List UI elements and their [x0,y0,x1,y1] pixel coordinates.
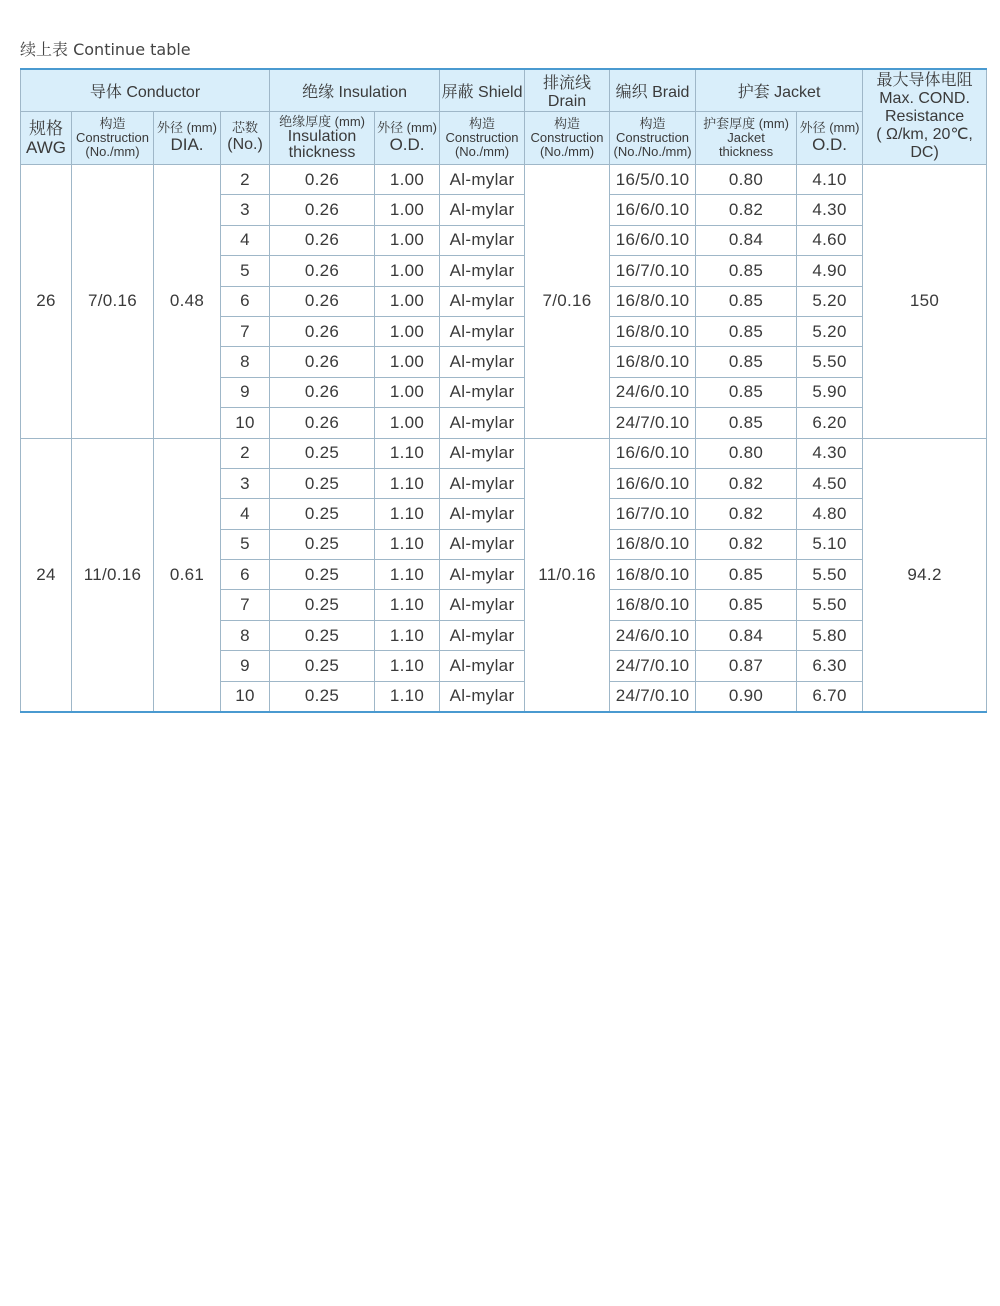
jacket-thickness-cell: 0.85 [696,590,797,620]
resistance-cell: 150 [863,165,987,439]
insulation-thickness-cell: 0.25 [270,590,375,620]
header-line: 绝缘厚度 (mm) [279,114,365,129]
header-line: Construction [616,130,690,145]
insulation-thickness-cell: 0.25 [270,438,375,468]
cores-cell: 5 [221,256,270,286]
jacket-thickness-cell: 0.82 [696,499,797,529]
header-awg [21,112,72,165]
insulation-od-cell: 1.00 [375,408,440,438]
header-line: O.D. [812,135,848,154]
shield-cell: Al-mylar [440,590,525,620]
insulation-od-cell: 1.10 [375,529,440,559]
braid-cell: 24/7/0.10 [610,651,696,681]
jacket-od-cell: 6.30 [797,651,863,681]
table-row [21,438,987,468]
insulation-thickness-cell: 0.26 [270,286,375,316]
cores-cell: 4 [221,499,270,529]
header-line: 构造 [99,116,126,131]
braid-cell: 16/6/0.10 [610,195,696,225]
jacket-od-cell: 5.80 [797,620,863,650]
shield-cell: Al-mylar [440,438,525,468]
jacket-od-cell: 4.10 [797,165,863,195]
conductor-construction-cell: 7/0.16 [72,165,154,439]
header-insulation: 绝缘 Insulation [270,69,440,112]
insulation-od-cell: 1.00 [375,165,440,195]
jacket-thickness-cell: 0.85 [696,408,797,438]
awg-cell: 24 [21,438,72,712]
header-line: thickness [718,144,774,159]
braid-cell: 16/7/0.10 [610,499,696,529]
jacket-od-cell: 5.50 [797,590,863,620]
insulation-thickness-cell: 0.25 [270,499,375,529]
braid-cell: 16/8/0.10 [610,529,696,559]
header-resistance-line: ( Ω/km, 20℃, DC) [876,126,973,161]
shield-cell: Al-mylar [440,529,525,559]
braid-cell: 16/6/0.10 [610,438,696,468]
cores-cell: 2 [221,165,270,195]
jacket-thickness-cell: 0.90 [696,681,797,712]
braid-cell: 16/8/0.10 [610,590,696,620]
shield-cell: Al-mylar [440,408,525,438]
header-line: Construction [76,130,149,145]
cores-cell: 6 [221,560,270,590]
header-line: 芯数 [232,120,259,135]
cores-cell: 4 [221,225,270,255]
header-cores [221,112,270,165]
shield-cell: Al-mylar [440,347,525,377]
braid-cell: 16/8/0.10 [610,286,696,316]
header-line: DIA. [170,135,204,154]
header-line: (No./mm) [539,144,595,159]
insulation-od-cell: 1.10 [375,438,440,468]
cores-cell: 9 [221,651,270,681]
jacket-od-cell: 4.60 [797,225,863,255]
header-shield-construction [440,112,525,165]
insulation-od-cell: 1.10 [375,620,440,650]
header-drain-construction [525,112,610,165]
jacket-od-cell: 6.70 [797,681,863,712]
header-resistance-line: Max. COND. [879,90,970,107]
jacket-od-cell: 6.20 [797,408,863,438]
braid-cell: 16/8/0.10 [610,347,696,377]
awg-cell: 26 [21,165,72,439]
header-line: 外径 (mm) [157,120,217,135]
insulation-thickness-cell: 0.26 [270,256,375,286]
jacket-thickness-cell: 0.85 [696,316,797,346]
jacket-od-cell: 4.80 [797,499,863,529]
header-line: 构造 [554,116,581,131]
jacket-thickness-cell: 0.84 [696,225,797,255]
header-line: Construction [530,130,604,145]
shield-cell: Al-mylar [440,651,525,681]
jacket-thickness-cell: 0.87 [696,651,797,681]
insulation-thickness-cell: 0.25 [270,681,375,712]
insulation-thickness-cell: 0.26 [270,408,375,438]
braid-cell: 24/6/0.10 [610,377,696,407]
shield-cell: Al-mylar [440,195,525,225]
jacket-thickness-cell: 0.80 [696,165,797,195]
shield-cell: Al-mylar [440,560,525,590]
cores-cell: 7 [221,316,270,346]
header-braid-construction [610,112,696,165]
jacket-thickness-cell: 0.85 [696,256,797,286]
table-caption: 续上表 Continue table [20,40,191,59]
header-line: 构造 [639,116,666,131]
header-line: 外径 (mm) [799,120,860,135]
header-line: 护套厚度 (mm) [703,116,790,131]
header-line: O.D. [389,135,425,154]
jacket-thickness-cell: 0.85 [696,560,797,590]
braid-cell: 16/5/0.10 [610,165,696,195]
cores-cell: 3 [221,468,270,498]
jacket-od-cell: 5.20 [797,286,863,316]
cores-cell: 6 [221,286,270,316]
shield-cell: Al-mylar [440,377,525,407]
header-line: Insulation [287,128,357,145]
jacket-od-cell: 5.90 [797,377,863,407]
header-insulation-od [375,112,440,165]
table-header [21,69,987,165]
jacket-thickness-cell: 0.82 [696,529,797,559]
insulation-od-cell: 1.10 [375,499,440,529]
braid-cell: 24/6/0.10 [610,620,696,650]
shield-cell: Al-mylar [440,681,525,712]
jacket-od-cell: 4.30 [797,438,863,468]
jacket-thickness-cell: 0.85 [696,347,797,377]
drain-cell: 7/0.16 [525,165,610,439]
shield-cell: Al-mylar [440,499,525,529]
cores-cell: 7 [221,590,270,620]
jacket-od-cell: 5.50 [797,347,863,377]
insulation-od-cell: 1.00 [375,347,440,377]
insulation-od-cell: 1.00 [375,286,440,316]
cores-cell: 10 [221,681,270,712]
insulation-thickness-cell: 0.26 [270,347,375,377]
cores-cell: 9 [221,377,270,407]
cores-cell: 3 [221,195,270,225]
insulation-od-cell: 1.10 [375,651,440,681]
cores-cell: 8 [221,347,270,377]
cores-cell: 2 [221,438,270,468]
jacket-thickness-cell: 0.85 [696,377,797,407]
insulation-od-cell: 1.10 [375,590,440,620]
braid-cell: 24/7/0.10 [610,408,696,438]
insulation-thickness-cell: 0.26 [270,316,375,346]
header-line: (No./mm) [85,144,140,159]
drain-cell: 11/0.16 [525,438,610,712]
jacket-thickness-cell: 0.85 [696,286,797,316]
insulation-thickness-cell: 0.25 [270,529,375,559]
insulation-od-cell: 1.00 [375,316,440,346]
header-line: (No./No./mm) [613,144,692,159]
insulation-od-cell: 1.00 [375,377,440,407]
insulation-thickness-cell: 0.25 [270,560,375,590]
cores-cell: 5 [221,529,270,559]
conductor-dia-cell: 0.48 [154,165,221,439]
insulation-thickness-cell: 0.25 [270,468,375,498]
header-drain: 排流线 Drain [525,69,610,112]
insulation-od-cell: 1.00 [375,195,440,225]
jacket-thickness-cell: 0.82 [696,195,797,225]
conductor-construction-cell: 11/0.16 [72,438,154,712]
header-braid: 编织 Braid [610,69,696,112]
header-shield: 屏蔽 Shield [440,69,525,112]
jacket-od-cell: 5.10 [797,529,863,559]
insulation-thickness-cell: 0.26 [270,377,375,407]
insulation-thickness-cell: 0.26 [270,225,375,255]
header-resistance-line: Resistance [884,108,965,125]
header-line: Jacket [727,130,765,145]
insulation-od-cell: 1.10 [375,560,440,590]
header-insulation-thickness [270,112,375,165]
header-line: Construction [445,130,519,145]
cores-cell: 10 [221,408,270,438]
header-jacket-thickness [696,112,797,165]
braid-cell: 16/6/0.10 [610,468,696,498]
shield-cell: Al-mylar [440,165,525,195]
shield-cell: Al-mylar [440,316,525,346]
jacket-od-cell: 5.50 [797,560,863,590]
braid-cell: 16/8/0.10 [610,316,696,346]
insulation-od-cell: 1.10 [375,468,440,498]
braid-cell: 16/6/0.10 [610,225,696,255]
header-jacket-od [797,112,863,165]
jacket-thickness-cell: 0.82 [696,468,797,498]
insulation-thickness-cell: 0.25 [270,651,375,681]
shield-cell: Al-mylar [440,286,525,316]
shield-cell: Al-mylar [440,225,525,255]
header-line: (No./mm) [454,144,510,159]
conductor-dia-cell: 0.61 [154,438,221,712]
insulation-od-cell: 1.10 [375,681,440,712]
resistance-cell: 94.2 [863,438,987,712]
header-line: (No.) [227,136,263,153]
braid-cell: 16/7/0.10 [610,256,696,286]
table-row [21,165,987,195]
shield-cell: Al-mylar [440,620,525,650]
jacket-od-cell: 4.50 [797,468,863,498]
table-body [21,165,987,713]
header-jacket: 护套 Jacket [696,69,863,112]
jacket-thickness-cell: 0.84 [696,620,797,650]
shield-cell: Al-mylar [440,468,525,498]
header-conductor: 导体 Conductor [21,69,270,112]
header-conductor-construction [72,112,154,165]
braid-cell: 16/8/0.10 [610,560,696,590]
cores-cell: 8 [221,620,270,650]
shield-cell: Al-mylar [440,256,525,286]
jacket-thickness-cell: 0.80 [696,438,797,468]
braid-cell: 24/7/0.10 [610,681,696,712]
jacket-od-cell: 4.90 [797,256,863,286]
header-resistance-line: 最大导体电阻 [876,72,973,89]
insulation-thickness-cell: 0.26 [270,165,375,195]
header-line: thickness [288,144,356,161]
header-conductor-dia [154,112,221,165]
header-line: 规格 [29,119,63,138]
insulation-od-cell: 1.00 [375,256,440,286]
cable-spec-table [20,68,987,713]
insulation-thickness-cell: 0.26 [270,195,375,225]
insulation-od-cell: 1.00 [375,225,440,255]
insulation-thickness-cell: 0.25 [270,620,375,650]
header-line: 构造 [469,116,496,131]
header-resistance [863,69,987,165]
jacket-od-cell: 4.30 [797,195,863,225]
header-line: AWG [26,138,66,157]
jacket-od-cell: 5.20 [797,316,863,346]
header-line: 外径 (mm) [377,120,437,135]
